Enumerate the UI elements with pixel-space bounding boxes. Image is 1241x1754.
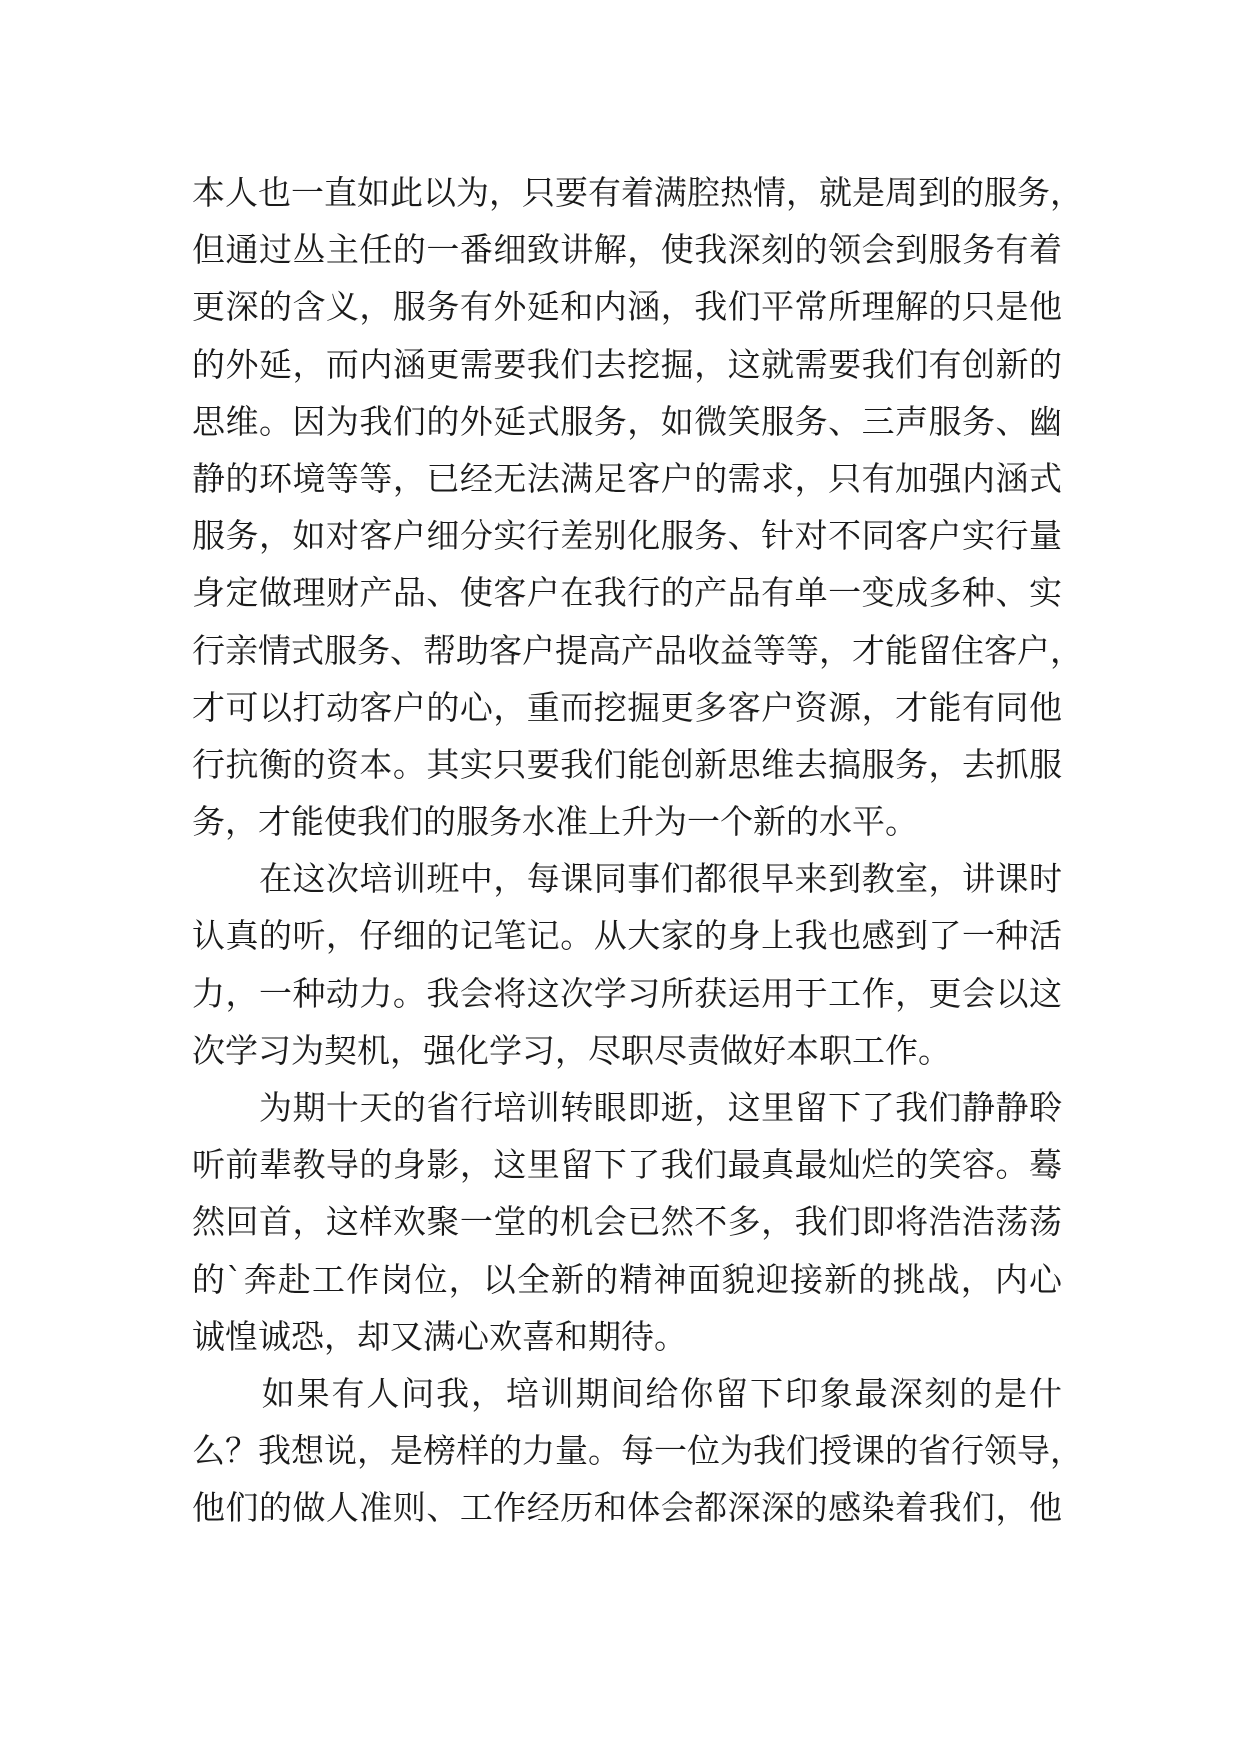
text-line: 听前辈教导的身影，这里留下了我们最真最灿烂的笑容。蓦	[192, 1145, 1062, 1185]
text-line: 力，一种动力。我会将这次学习所获运用于工作，更会以这	[192, 973, 1062, 1013]
text-line: 为期十天的省行培训转眼即逝，这里留下了我们静静聆	[192, 1088, 1062, 1127]
text-line: 次学习为契机，强化学习，尽职尽责做好本职工作。	[192, 1030, 951, 1070]
text-line: 诚惶诚恐，却又满心欢喜和期待。	[192, 1316, 687, 1356]
body-text	[192, 164, 1083, 1537]
text-line: 更深的含义，服务有外延和内涵，我们平常所理解的只是他	[192, 287, 1062, 327]
text-line: 身定做理财产品、使客户在我行的产品有单一变成多种、实	[192, 573, 1062, 613]
text-line: 静的环境等等，已经无法满足客户的需求，只有加强内涵式	[192, 458, 1062, 498]
text-line: 务，才能使我们的服务水准上升为一个新的水平。	[192, 802, 918, 842]
text-line: 如果有人问我，培训期间给你留下印象最深刻的是什	[192, 1373, 1062, 1413]
text-line: 行抗衡的资本。其实只要我们能创新思维去搞服务，去抓服	[192, 744, 1062, 784]
text-line: 在这次培训班中，每课同事们都很早来到教室，讲课时	[192, 859, 1062, 899]
text-line: 他们的做人准则、工作经历和体会都深深的感染着我们，他	[192, 1488, 1062, 1528]
text-line: 的外延，而内涵更需要我们去挖掘，这就需要我们有创新的	[192, 344, 1062, 384]
text-line: 但通过丛主任的一番细致讲解，使我深刻的领会到服务有着	[192, 230, 1062, 270]
text-line: 才可以打动客户的心，重而挖掘更多客户资源，才能有同他	[192, 687, 1062, 727]
text-line: 思维。因为我们的外延式服务，如微笑服务、三声服务、幽	[192, 401, 1062, 441]
text-line: 认真的听，仔细的记笔记。从大家的身上我也感到了一种活	[192, 916, 1062, 956]
text-line: 服务，如对客户细分实行差别化服务、针对不同客户实行量	[192, 516, 1062, 556]
text-line: 么？我想说，是榜样的力量。每一位为我们授课的省行领导，	[192, 1431, 1083, 1471]
text-line: 本人也一直如此以为，只要有着满腔热情，就是周到的服务，	[192, 173, 1083, 212]
text-line: 然回首，这样欢聚一堂的机会已然不多，我们即将浩浩荡荡	[192, 1202, 1062, 1242]
text-line: 的`奔赴工作岗位，以全新的精神面貌迎接新的挑战，内心	[192, 1259, 1062, 1299]
text-line: 行亲情式服务、帮助客户提高产品收益等等，才能留住客户，	[192, 630, 1083, 670]
